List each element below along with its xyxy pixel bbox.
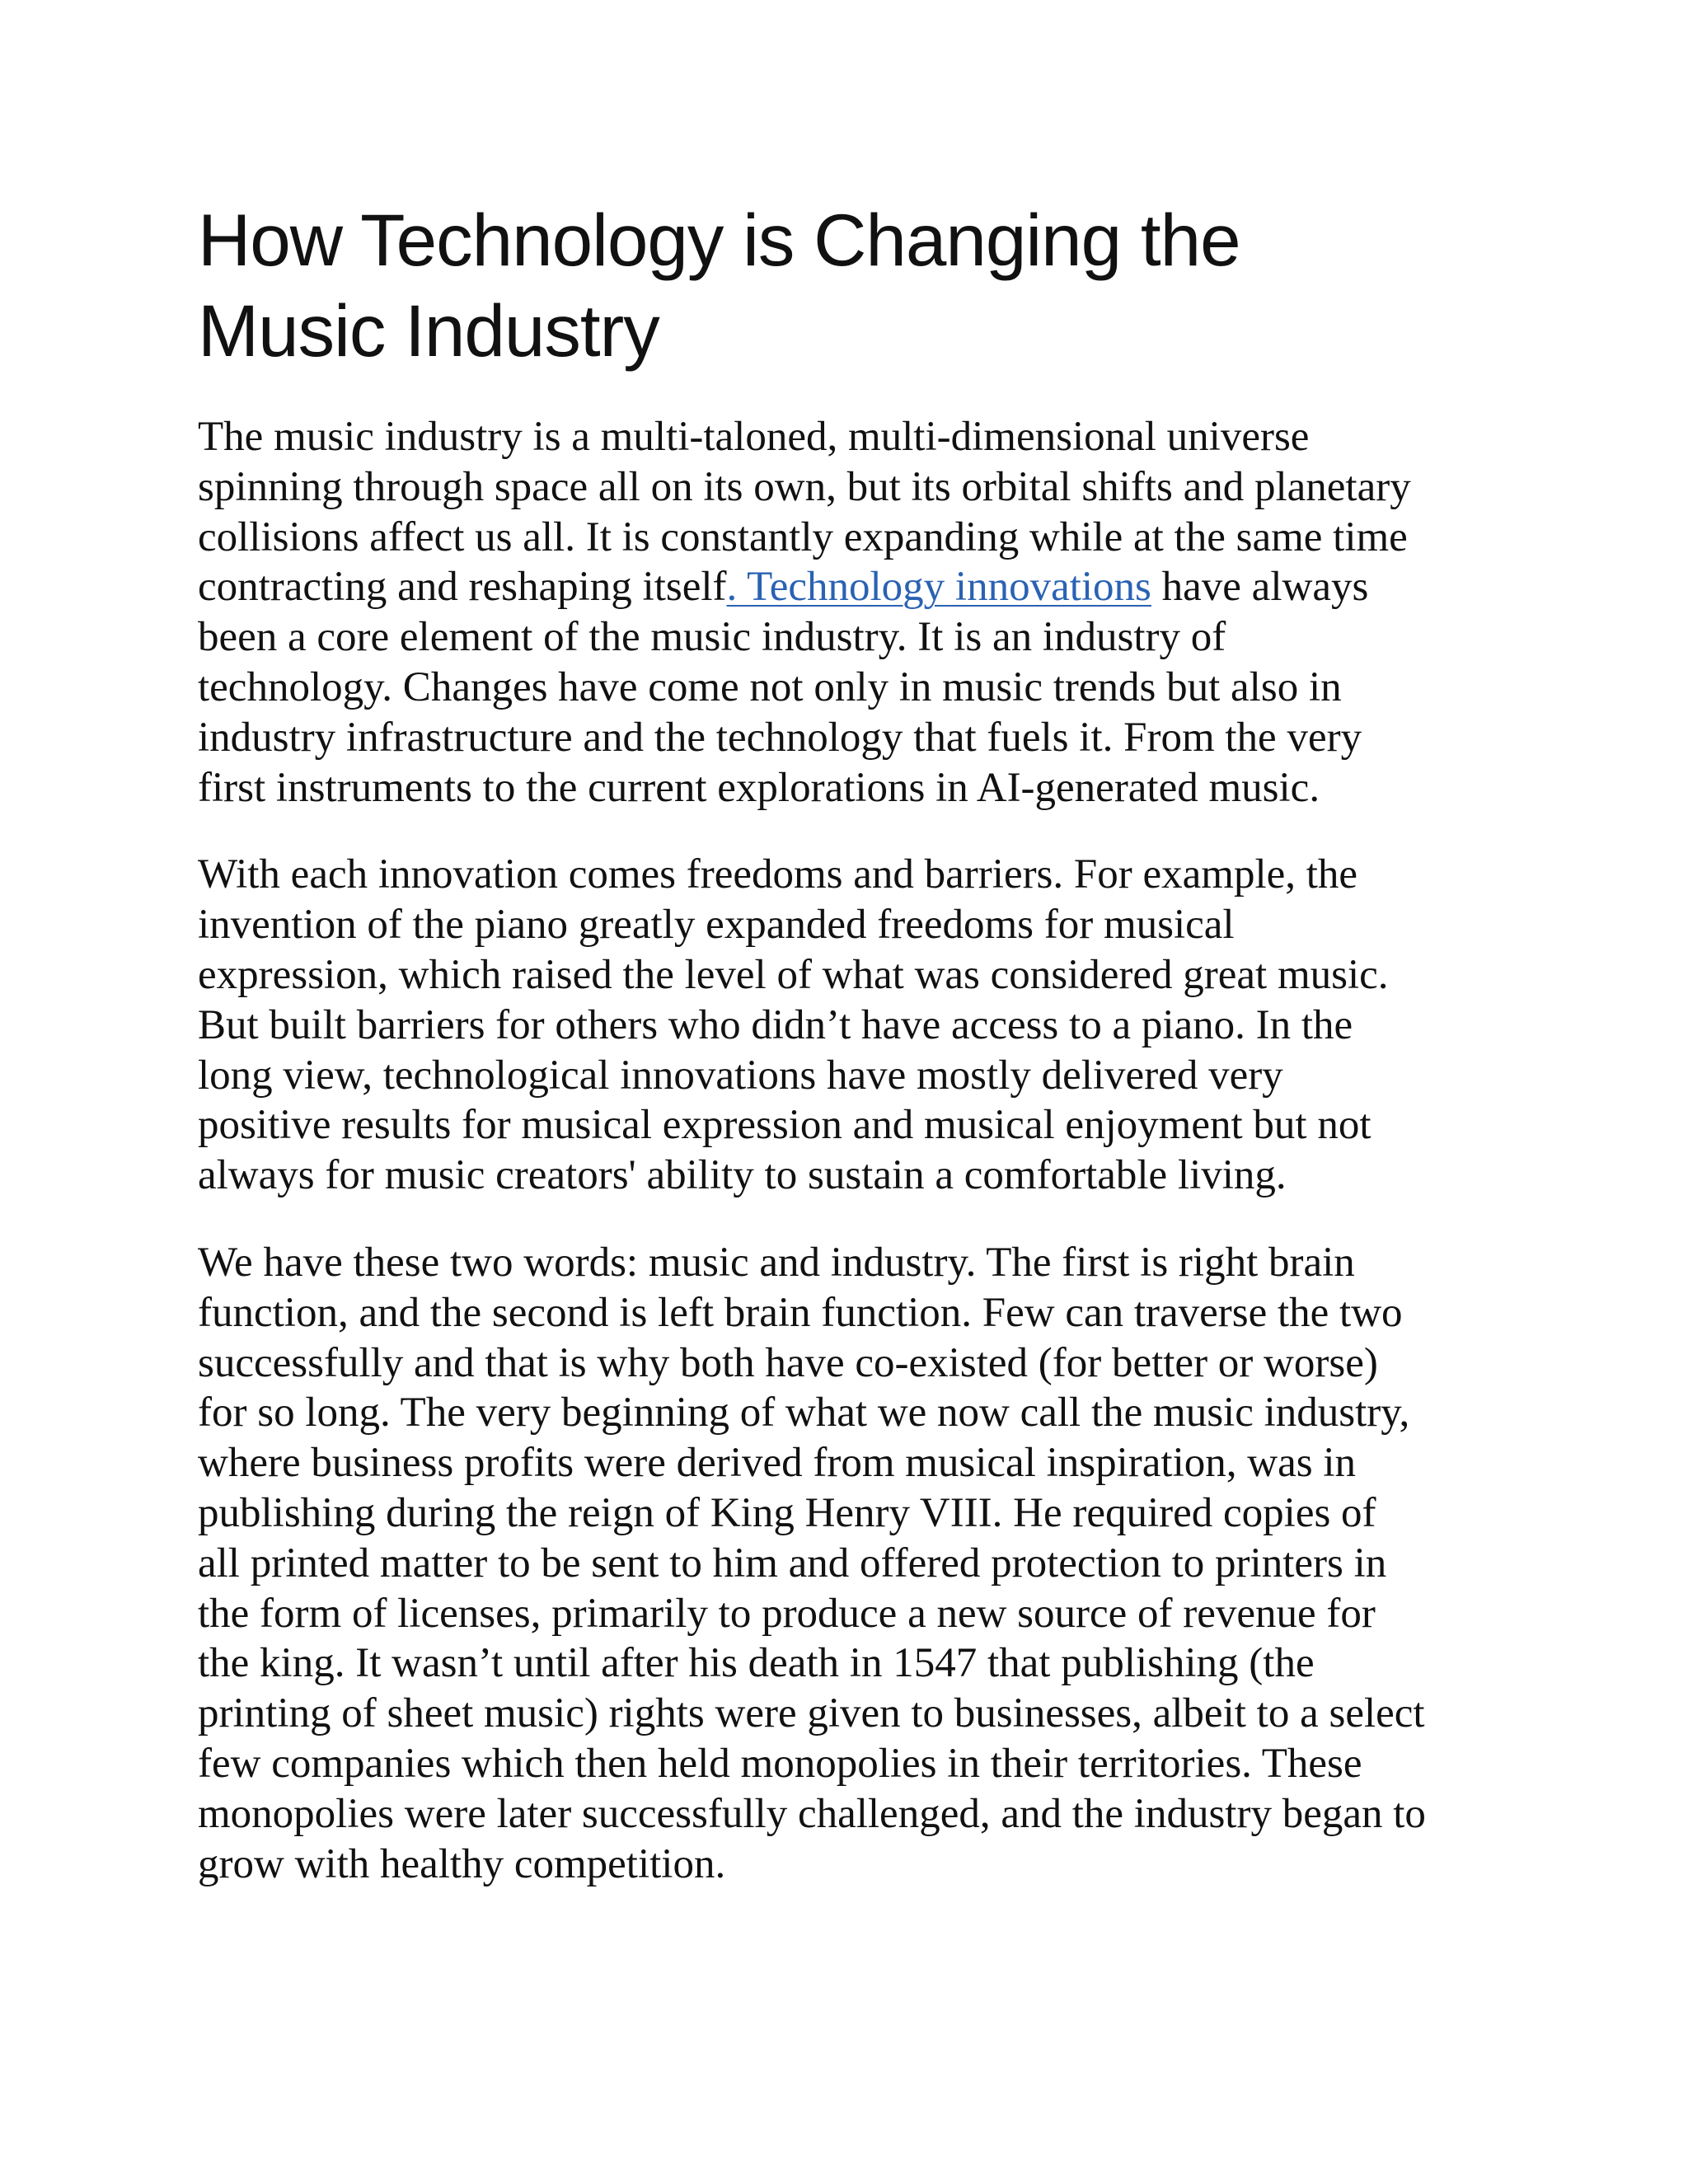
paragraph-line: successfully and that is why both have co-existed (for better or worse): [198, 1339, 1378, 1386]
paragraph-text: have always: [1151, 564, 1369, 611]
paragraph-2: [198, 850, 1500, 1201]
paragraph-1: [198, 412, 1500, 813]
title-line: How Technology is Changing the: [198, 199, 1240, 281]
paragraph-line: long view, technological innovations have mostly delivered very: [198, 1052, 1283, 1099]
paragraph-line: been a core element of the music industry. It is an industry of: [198, 614, 1226, 661]
paragraph-text: contracting and reshaping itself: [198, 564, 727, 611]
paragraph-line: industry infrastructure and the technology that fuels it. From the very: [198, 714, 1362, 761]
paragraph-line: With each innovation comes freedoms and barriers. For example, the: [198, 851, 1358, 898]
paragraph-line: function, and the second is left brain function. Few can traverse the two: [198, 1289, 1403, 1336]
paragraph-line: invention of the piano greatly expanded freedoms for musical: [198, 902, 1235, 949]
paragraph-line: technology. Changes have come not only in music trends but also in: [198, 663, 1342, 710]
paragraph-line: expression, which raised the level of what was considered great music.: [198, 951, 1389, 998]
paragraph-line: the form of licenses, primarily to produce a new source of revenue for: [198, 1590, 1376, 1637]
technology-innovations-link[interactable]: . Technology innovations: [726, 564, 1151, 611]
paragraph-line: grow with healthy competition.: [198, 1840, 726, 1887]
paragraph-line: the king. It wasn’t until after his death in 1547 that publishing (the: [198, 1640, 1315, 1687]
paragraph-line: But built barriers for others who didn’t have access to a piano. In the: [198, 1001, 1353, 1048]
paragraph-line: all printed matter to be sent to him and offered protection to printers in: [198, 1540, 1387, 1586]
document-content: [198, 194, 1500, 1926]
paragraph-line: spinning through space all on its own, but its orbital shifts and planetary: [198, 463, 1411, 510]
paragraph-line: positive results for musical expression and musical enjoyment but not: [198, 1102, 1372, 1149]
paragraph-line-with-link: [198, 562, 1500, 612]
paragraph-line: always for music creators' ability to sustain a comfortable living.: [198, 1152, 1287, 1199]
paragraph-line: where business profits were derived from musical inspiration, was in: [198, 1440, 1356, 1487]
paragraph-line: monopolies were later successfully challenged, and the industry began to: [198, 1790, 1426, 1837]
title-line: Music Industry: [198, 289, 659, 372]
document-title: [198, 194, 1500, 376]
paragraph-line: first instruments to the current explorations in AI-generated music.: [198, 764, 1320, 811]
paragraph-line: We have these two words: music and industry. The first is right brain: [198, 1239, 1355, 1286]
paragraph-line: collisions affect us all. It is constantly expanding while at the same time: [198, 513, 1408, 560]
paragraph-line: few companies which then held monopolies in their territories. These: [198, 1740, 1362, 1787]
paragraph-3: [198, 1238, 1500, 1889]
paragraph-line: publishing during the reign of King Henry VIII. He required copies of: [198, 1489, 1376, 1536]
paragraph-line: printing of sheet music) rights were given to businesses, albeit to a select: [198, 1690, 1425, 1737]
paragraph-line: for so long. The very beginning of what we now call the music industry,: [198, 1390, 1410, 1436]
paragraph-line: The music industry is a multi-taloned, multi-dimensional universe: [198, 414, 1310, 460]
